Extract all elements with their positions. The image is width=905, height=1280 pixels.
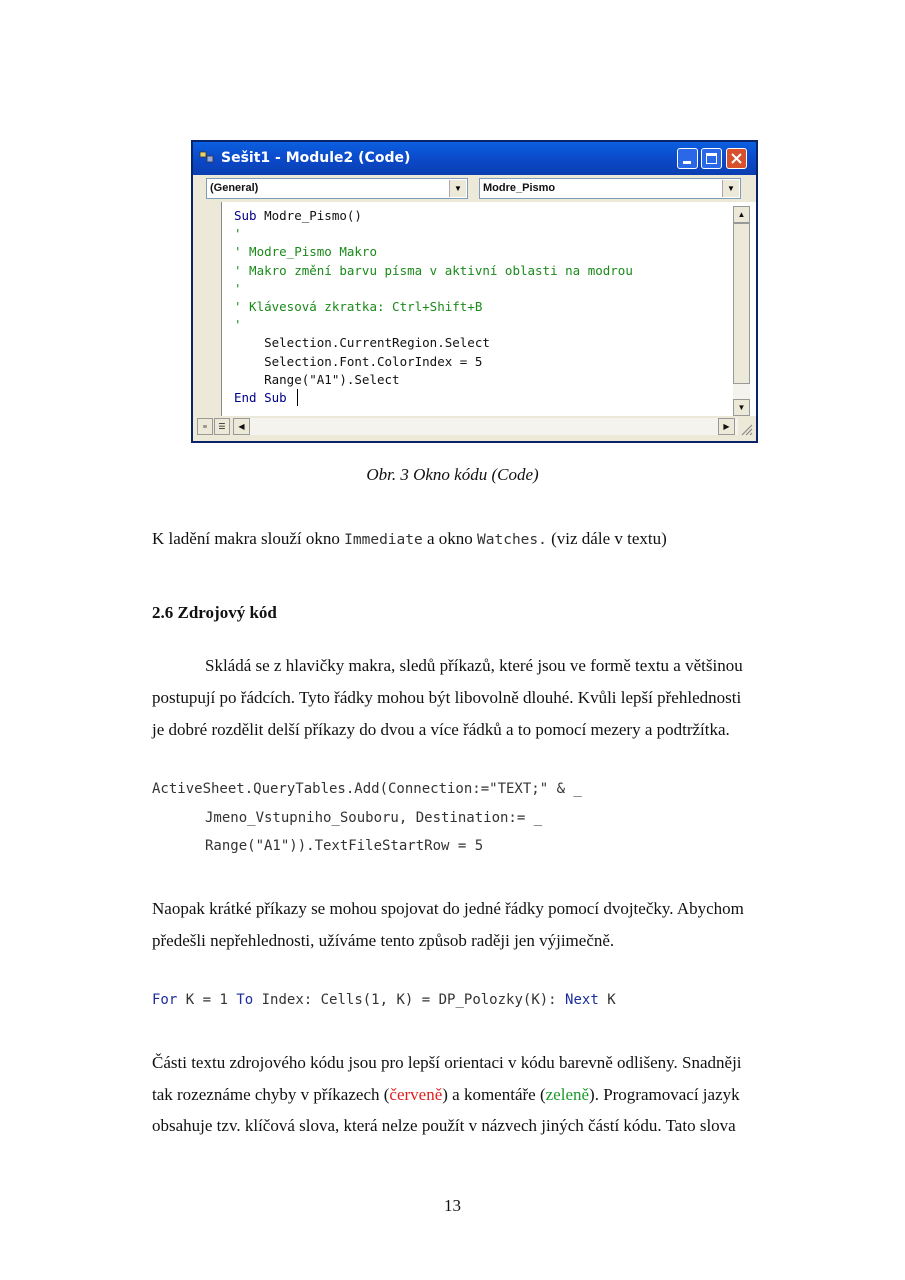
code-example-line1: ActiveSheet.QueryTables.Add(Connection:="TEXT;" & _ bbox=[152, 781, 582, 797]
code-line bbox=[234, 353, 482, 371]
chevron-down-icon[interactable]: ▼ bbox=[449, 180, 466, 197]
code-line bbox=[234, 389, 287, 407]
oneliner-code bbox=[152, 992, 616, 1008]
chevron-down-icon[interactable]: ▼ bbox=[722, 180, 739, 197]
code-token: ' Makro změní barvu písma v aktivní oblasti na modrou bbox=[234, 262, 633, 278]
code-token: ' bbox=[234, 226, 242, 242]
code-example-line2: Jmeno_Vstupniho_Souboru, Destination:= _ bbox=[205, 810, 543, 826]
code-example-line3: Range("A1")).TextFileStartRow = 5 bbox=[205, 838, 484, 854]
code-token: Sub bbox=[234, 208, 257, 223]
para2-line1: Naopak krátké příkazy se mohou spojovat do jedné řádky pomocí dvojtečky. Abychom bbox=[152, 899, 744, 918]
full-module-view-icon[interactable]: ☰ bbox=[214, 418, 230, 435]
code-token: ' bbox=[234, 280, 242, 296]
close-button[interactable] bbox=[726, 148, 747, 169]
code-line bbox=[234, 316, 242, 334]
code-line bbox=[234, 262, 633, 280]
scroll-thumb[interactable] bbox=[733, 223, 750, 384]
code-token: Selection.Font.ColorIndex = 5 bbox=[234, 353, 483, 369]
keyword: Next bbox=[565, 992, 599, 1008]
code-token: ' Modre_Pismo Makro bbox=[234, 244, 377, 260]
para1-line2: postupují po řádcích. Tyto řádky mohou být libovolně dlouhé. Kvůli lepší přehlednosti bbox=[152, 688, 742, 707]
code-text: K bbox=[598, 992, 616, 1008]
code-token: Modre_Pismo() bbox=[256, 208, 362, 223]
bottom-bar bbox=[193, 416, 756, 441]
object-combo[interactable] bbox=[206, 178, 468, 199]
immediate-term: Immediate bbox=[344, 532, 423, 548]
combo-bar bbox=[193, 175, 756, 202]
keyword: For bbox=[152, 992, 178, 1008]
code-token: ' Klávesová zkratka: Ctrl+Shift+B bbox=[234, 299, 483, 314]
green-word: zeleně bbox=[545, 1085, 590, 1104]
code-text: K = 1 bbox=[177, 992, 237, 1008]
text-cursor bbox=[297, 389, 298, 406]
para3-line1: Části textu zdrojového kódu jsou pro lepší orientaci v kódu barevně odlišeny. Snadněji bbox=[152, 1053, 742, 1072]
window-title-bar[interactable] bbox=[193, 142, 756, 175]
procedure-combo-value: Modre_Pismo bbox=[483, 182, 556, 194]
code-line bbox=[234, 280, 242, 298]
procedure-view-icon[interactable]: ≡ bbox=[197, 418, 213, 435]
scroll-up-icon[interactable]: ▲ bbox=[733, 206, 750, 223]
keyword: To bbox=[236, 992, 254, 1008]
figure-caption: Obr. 3 Okno kódu (Code) bbox=[366, 465, 539, 484]
vba-module-icon bbox=[199, 150, 215, 164]
text: tak rozeznáme chyby v příkazech ( bbox=[152, 1085, 390, 1104]
text: (viz dále v textu) bbox=[546, 529, 667, 548]
scroll-left-icon[interactable]: ◀ bbox=[233, 418, 250, 435]
procedure-combo[interactable] bbox=[479, 178, 741, 199]
code-text: Index: Cells(1, K) = DP_Polozky(K): bbox=[253, 992, 566, 1008]
minimize-button[interactable] bbox=[677, 148, 698, 169]
horizontal-scrollbar[interactable] bbox=[250, 418, 738, 435]
para1-line1: Skládá se z hlavičky makra, sledů příkazů, které jsou ve formě textu a většinou bbox=[205, 656, 743, 675]
text: K ladění makra slouží okno bbox=[152, 529, 345, 548]
para3-line3: obsahuje tzv. klíčová slova, která nelze použít v názvech jiných částí kódu. Tato slova bbox=[152, 1116, 736, 1135]
code-line bbox=[234, 243, 377, 261]
para1-line3: je dobré rozdělit delší příkazy do dvou a více řádků a to pomocí mezery a podtržítka. bbox=[152, 720, 730, 739]
text: a okno bbox=[422, 529, 478, 548]
maximize-button[interactable] bbox=[701, 148, 722, 169]
resize-grip-icon[interactable] bbox=[739, 422, 753, 436]
section-heading: 2.6 Zdrojový kód bbox=[152, 603, 277, 622]
vertical-scrollbar[interactable] bbox=[733, 206, 750, 416]
text: ) a komentáře ( bbox=[442, 1085, 546, 1104]
code-margin bbox=[193, 202, 222, 416]
code-token: Selection.CurrentRegion.Select bbox=[234, 335, 490, 351]
code-token: Range("A1").Select bbox=[234, 371, 400, 387]
code-line bbox=[234, 371, 400, 389]
code-token: ' bbox=[234, 317, 242, 333]
window-title: Sešit1 - Module2 (Code) bbox=[221, 150, 411, 166]
debug-paragraph bbox=[152, 529, 667, 549]
object-combo-value: (General) bbox=[210, 182, 259, 194]
para2-line2: předešli nepřehlednosti, užíváme tento způsob raději jen výjimečně. bbox=[152, 931, 615, 950]
page-number: 13 bbox=[444, 1196, 461, 1215]
code-line bbox=[234, 334, 490, 352]
scroll-right-icon[interactable]: ▶ bbox=[718, 418, 735, 435]
code-line bbox=[234, 225, 242, 243]
code-line bbox=[234, 298, 482, 316]
code-line bbox=[234, 207, 362, 225]
para3-line2 bbox=[152, 1085, 740, 1105]
text: ). Programovací jazyk bbox=[589, 1085, 740, 1104]
red-word: červeně bbox=[389, 1085, 443, 1104]
code-token: End Sub bbox=[234, 390, 287, 405]
watches-term: Watches. bbox=[477, 532, 547, 548]
close-icon bbox=[731, 153, 742, 164]
scroll-down-icon[interactable]: ▼ bbox=[733, 399, 750, 416]
